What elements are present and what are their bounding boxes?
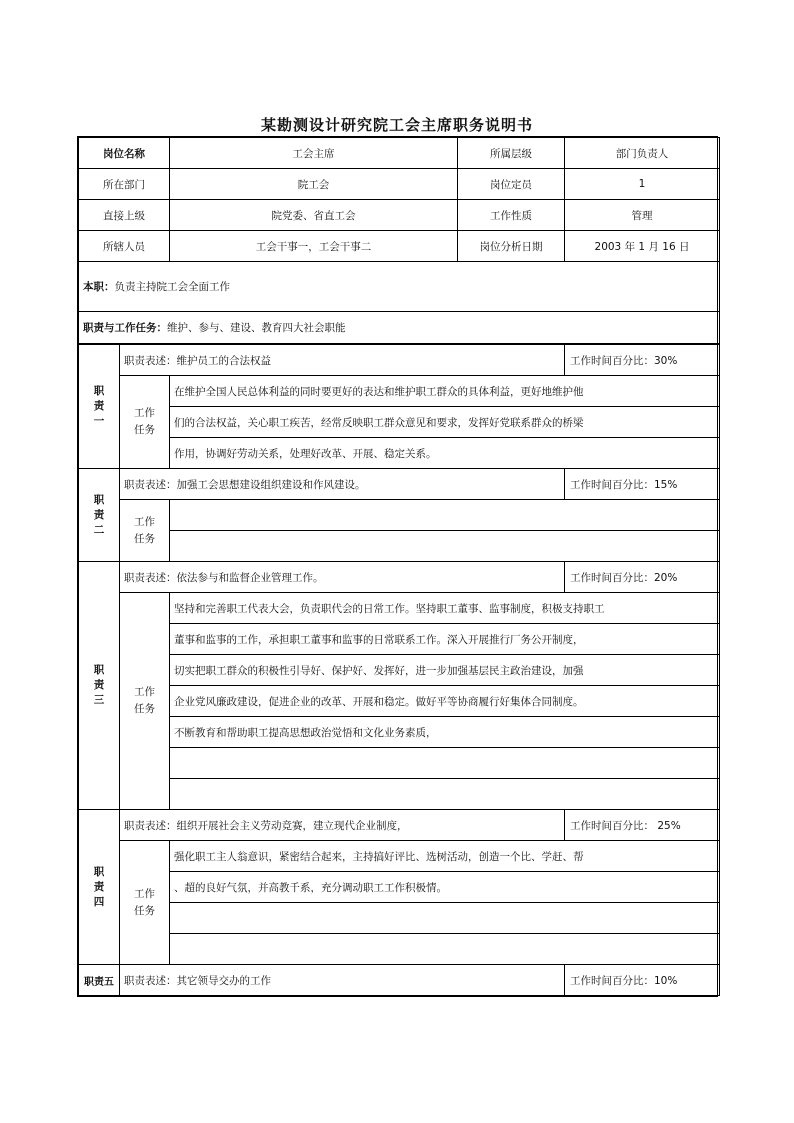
duty4-task-label [120,841,170,965]
duty3-desc-row [79,562,720,593]
duty3-task-line [170,779,720,810]
duty5-pct: 工作时间百分比：10% [565,965,720,996]
duty4-pct: 工作时间百分比： 25% [565,810,720,841]
superior-label: 直接上级 [79,200,170,231]
job-description-form [77,136,718,997]
duty3-label-char: 职 [93,664,105,676]
duty3-pct: 工作时间百分比：20% [565,562,720,593]
info-row-dept [79,169,720,200]
duty2-desc-row [79,469,720,500]
summary-label: 本职： [83,281,115,293]
duty4-task-line [170,934,720,965]
duty4-label-char: 职 [93,865,105,878]
duty4-task-row [79,934,720,965]
position-name-value: 工会主席 [170,138,458,169]
superior-value: 院党委、省直工会 [170,200,458,231]
duty1-label-char: 职 [93,385,105,397]
duty2-pct: 工作时间百分比：15% [565,469,720,500]
duty1-task-label [120,376,170,469]
nature-value: 管理 [565,200,720,231]
duty4-task-row [79,841,720,872]
duty4-label-char: 责 [93,880,105,893]
dept-label: 所在部门 [79,169,170,200]
duty4-task-line [170,903,720,934]
position-name-label: 岗位名称 [79,138,170,169]
nature-label: 工作性质 [458,200,565,231]
duty3-task-line: 企业党风廉政建设，促进企业的改革、开展和稳定。做好平等协商履行好集体合同制度。 [170,686,720,717]
duty1-desc: 职责表述：维护员工的合法权益 [120,345,565,376]
duty5-label: 职责五 [79,965,120,996]
duty4-task-row [79,903,720,934]
duty1-task-row [79,407,720,438]
duty2-task-label [120,500,170,562]
headcount-label: 岗位定员 [458,169,565,200]
duty3-task-row [79,717,720,748]
task-label-line: 工作 [134,686,155,698]
duty3-task-row [79,748,720,779]
duty3-task-row [79,624,720,655]
task-label-line: 任务 [134,532,155,545]
duty1-task-row [79,438,720,469]
duty3-task-line: 切实把职工群众的积极性引导好、保护好、发挥好，进一步加强基层民主政治建设，加强 [170,655,720,686]
subordinates-label: 所辖人员 [79,231,170,262]
duty1-desc-row [79,345,720,376]
duty3-desc: 职责表述：依法参与和监督企业管理工作。 [120,562,565,593]
summary-text: 负责主持院工会全面工作 [114,281,230,293]
duty1-task-line: 在维护全国人民总体利益的同时要更好的表达和维护职工群众的具体利益，更好地维护他 [170,376,720,407]
task-label-line: 工作 [134,407,155,419]
duty3-task-line: 坚持和完善职工代表大会，负责职代会的日常工作。坚持职工董事、监事制度，积极支持职工 [170,593,720,624]
duty1-task-row [79,376,720,407]
info-row-position [79,138,720,169]
duty4-task-line: 强化职工主人翁意识，紧密结合起来，主持搞好评比、选树活动，创造一个比、学赶、帮 [170,841,720,872]
duty3-task-row [79,593,720,624]
duties-header-row [79,312,720,344]
duty2-task-row [79,500,720,531]
duties-header-label: 职责与工作任务： [83,322,167,334]
info-row-superior [79,200,720,231]
duty3-label-char: 三 [93,694,105,706]
duty5-row [79,965,720,996]
duty2-label-char: 职 [93,493,105,506]
duty3-label [79,562,120,810]
duty3-task-row [79,779,720,810]
duty3-label-char: 责 [93,679,105,691]
summary-row [79,262,720,312]
task-label-line: 任务 [134,424,155,436]
level-value: 部门负责人 [565,138,720,169]
duties-header-cell [79,312,720,344]
task-label-line: 工作 [134,515,155,528]
duty4-label-char: 四 [93,895,105,908]
duty3-task-line: 董事和监事的工作，承担职工董事和监事的日常联系工作。深入开展推行厂务公开制度， [170,624,720,655]
dept-value: 院工会 [170,169,458,200]
duty4-task-row [79,872,720,903]
subordinates-value: 工会干事一，工会干事二 [170,231,458,262]
duty4-task-line: 、超的良好气氛，并高教千系，充分调动职工工作积极情。 [170,872,720,903]
duty1-task-line: 们的合法权益，关心职工疾苦，经常反映职工群众意见和要求，发挥好党联系群众的桥梁 [170,407,720,438]
duty1-label-char: 责 [93,400,105,412]
headcount-value: 1 [565,169,720,200]
duty3-task-line [170,748,720,779]
info-row-subordinates [79,231,720,262]
duty3-task-label [120,593,170,810]
duty2-label [79,469,120,562]
duty1-pct: 工作时间百分比：30% [565,345,720,376]
summary-cell [79,262,720,312]
duties-header-text: 维护、参与、建设、教育四大社会职能 [167,322,346,334]
duty3-task-line: 不断教育和帮助职工提高思想政治觉悟和文化业务素质， [170,717,720,748]
duty4-desc-row [79,810,720,841]
duty4-desc: 职责表述：组织开展社会主义劳动竞赛，建立现代企业制度， [120,810,565,841]
duty1-label-char: 一 [93,415,105,427]
document-title: 某勘测设计研究院工会主席职务说明书 [260,116,533,134]
analysis-date-label: 岗位分析日期 [458,231,565,262]
analysis-date-value: 2003 年 1 月 16 日 [565,231,720,262]
task-label-line: 任务 [134,703,155,715]
duty2-label-char: 二 [93,523,105,536]
duty3-task-row [79,655,720,686]
job-description-table [78,137,720,996]
duty5-desc: 职责表述：其它领导交办的工作 [120,965,565,996]
duty1-label [79,345,120,469]
duty3-task-row [79,686,720,717]
level-label: 所属层级 [458,138,565,169]
duty2-task-row [79,531,720,562]
task-label-line: 任务 [134,904,155,917]
task-label-line: 工作 [134,887,155,900]
duty2-label-char: 责 [93,508,105,521]
duty2-task-line [170,531,720,562]
duty1-task-line: 作用，协调好劳动关系，处理好改革、开展、稳定关系。 [170,438,720,469]
duty2-task-line [170,500,720,531]
duty4-label [79,810,120,965]
duty2-desc: 职责表述：加强工会思想建设组织建设和作风建设。 [120,469,565,500]
